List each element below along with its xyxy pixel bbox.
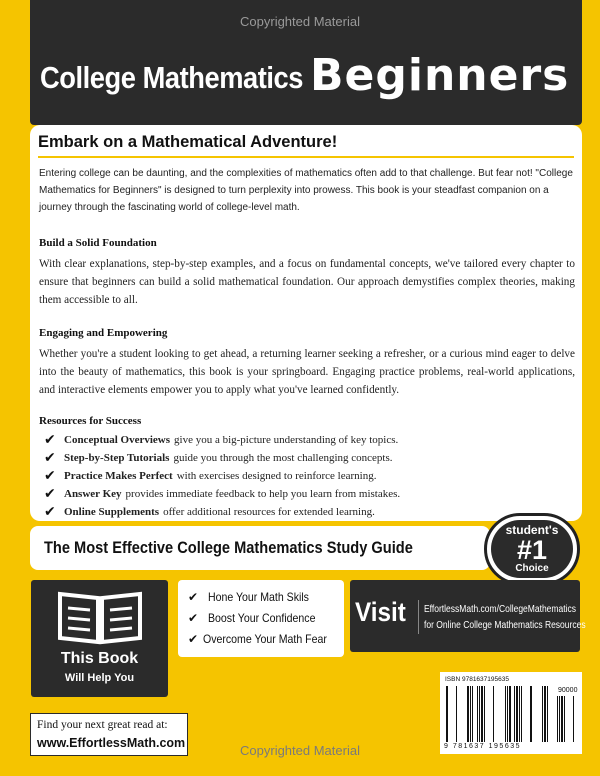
checkmark-icon: ✔ [44, 432, 56, 448]
benefit-item [188, 586, 344, 607]
cover-title [40, 50, 570, 101]
section-body-engaging: Whether you're a student looking to get ahead, a returning learner seeking a refresher, or a curious mind eager to delve into the beauty of mathematics, this book is your springboard. Engaging practice problems, real-world applications, and interactive elements empower you to apply what you've learned confidently. [39, 348, 575, 396]
visit-panel [350, 580, 586, 652]
barcode-bar [514, 686, 515, 742]
study-guide-banner [30, 526, 490, 570]
barcode-digits: 9 781637 195635 [444, 743, 521, 750]
barcode-bar [557, 696, 558, 742]
this-book-panel [31, 580, 168, 697]
resource-item [44, 449, 564, 467]
resource-item [44, 467, 564, 485]
resource-desc: give you a big-picture understanding of key topics. [174, 434, 399, 446]
barcode-bar [479, 686, 480, 742]
barcode-bars-addon [557, 696, 574, 742]
promo-website[interactable]: www.EffortlessMath.com [37, 736, 186, 750]
visit-url[interactable]: EffortlessMath.com/CollegeMathematics [424, 604, 576, 615]
barcode-bar [470, 686, 471, 742]
section-title-engaging: Engaging and Empowering [39, 327, 168, 339]
isbn-text: ISBN 9781637195635 [445, 676, 509, 683]
price-code: 90000 [558, 687, 578, 694]
barcode-bar [573, 696, 574, 742]
resource-name: Conceptual Overviews [64, 434, 171, 446]
number-one-badge [484, 513, 580, 585]
open-book-icon [56, 588, 144, 646]
description-card [30, 125, 582, 521]
barcode-bar [472, 686, 473, 742]
resource-item [44, 431, 564, 449]
promo-line-1: Find your next great read at: [37, 719, 168, 731]
barcode-bars-main [446, 686, 548, 742]
benefits-panel [178, 580, 344, 657]
resources-list [44, 431, 564, 521]
barcode-bar [505, 686, 506, 742]
barcode-bar [547, 686, 548, 742]
benefit-item [188, 628, 344, 649]
benefit-item [188, 607, 344, 628]
resource-name: Answer Key [64, 488, 122, 500]
checkmark-icon: ✔ [188, 610, 199, 625]
barcode-bar [446, 686, 448, 742]
checkmark-icon: ✔ [188, 589, 199, 604]
intro-paragraph: Entering college can be daunting, and the complexities of mathematics often add to that challenge. But fear not! "College Mathematics for Beginners" is designed to turn perplexity into prowess. This book is your steadfast companion on a journey through the fascinating world of college-level math. [39, 168, 573, 213]
resource-desc: guide you through the most challenging concepts. [173, 452, 393, 464]
promo-box [30, 713, 188, 756]
checkmark-icon: ✔ [44, 486, 56, 502]
card-heading: Embark on a Mathematical Adventure! [38, 133, 574, 158]
title-accent: Beginners [310, 50, 570, 101]
resource-name: Step-by-Step Tutorials [64, 452, 170, 464]
title-main: College Mathematics [40, 60, 304, 95]
barcode-bar [493, 686, 494, 742]
barcode-bar [456, 686, 457, 742]
badge-bottom-text: Choice [515, 563, 549, 574]
barcode-bar [559, 696, 560, 742]
barcode-bar [467, 686, 469, 742]
visit-word: Visit [355, 597, 406, 627]
watermark-bottom: Copyrighted Material [240, 743, 360, 758]
barcode-bar [544, 686, 546, 742]
section-body-foundation: With clear explanations, step-by-step examples, and a focus on fundamental concepts, we've tailored every chapter to ensure that beginners can build a solid mathematical foundation. Our approach demystifies complex theories, making them accessible to all. [39, 258, 575, 306]
resource-name: Practice Makes Perfect [64, 470, 173, 482]
barcode-bar [519, 686, 520, 742]
resource-desc: provides immediate feedback to help you learn from mistakes. [125, 488, 401, 500]
watermark-top: Copyrighted Material [240, 14, 360, 29]
isbn-barcode-box [440, 672, 582, 754]
book-panel-title: This Book [60, 650, 139, 667]
resource-name: Online Supplements [64, 506, 160, 518]
resource-desc: offer additional resources for extended learning. [163, 506, 375, 518]
barcode-bar [561, 696, 563, 742]
barcode-bar [564, 696, 565, 742]
barcode-bar [516, 686, 518, 742]
book-panel-subtitle: Will Help You [64, 672, 135, 684]
barcode-bar [521, 686, 522, 742]
section-title-resources: Resources for Success [39, 415, 142, 427]
barcode-bar [509, 686, 511, 742]
checkmark-icon: ✔ [44, 468, 56, 484]
barcode-bar [507, 686, 508, 742]
resource-item [44, 503, 564, 521]
visit-divider [418, 600, 419, 634]
study-guide-text: The Most Effective College Mathematics Study Guide [44, 538, 413, 557]
barcode-bar [481, 686, 483, 742]
benefit-text: Overcome Your Math Fear [203, 631, 328, 646]
benefit-text: Boost Your Confidence [208, 610, 316, 625]
badge-top-text: student's [505, 523, 559, 537]
checkmark-icon: ✔ [44, 450, 56, 466]
checkmark-icon: ✔ [188, 631, 199, 646]
checkmark-icon: ✔ [44, 504, 56, 520]
barcode-bar [484, 686, 485, 742]
barcode-graphic [440, 672, 582, 754]
benefit-text: Hone Your Math Skils [208, 589, 309, 604]
badge-inner [491, 520, 573, 578]
badge-rank: #1 [516, 535, 548, 565]
resource-item [44, 485, 564, 503]
barcode-bar [530, 686, 532, 742]
barcode-bar [542, 686, 543, 742]
barcode-bar [477, 686, 478, 742]
section-title-foundation: Build a Solid Foundation [39, 237, 157, 249]
visit-tagline: for Online College Mathematics Resources [424, 620, 586, 631]
resource-desc: with exercises designed to reinforce learning. [176, 470, 377, 482]
